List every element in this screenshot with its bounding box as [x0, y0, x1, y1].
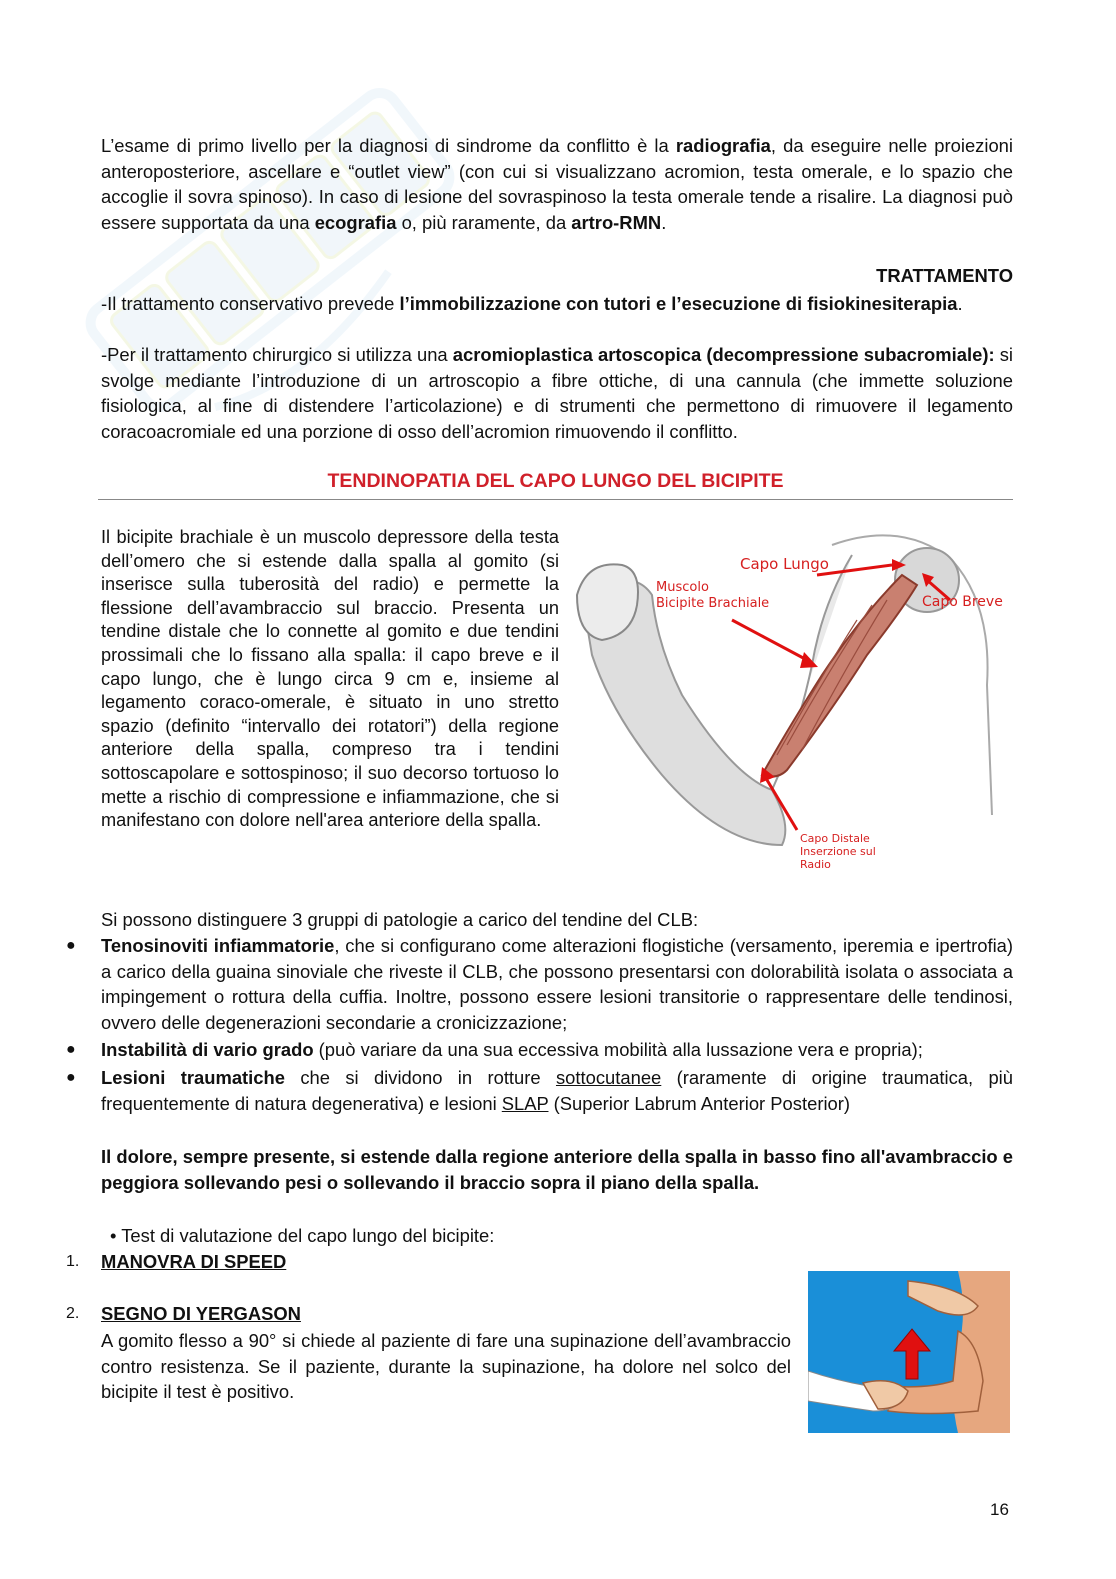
label-muscolo: Muscolo	[656, 580, 709, 595]
chirurgico-text: -Per il trattamento chirurgico si utilizza una	[101, 344, 453, 365]
label-bicipite-brachiale: Bicipite Brachiale	[656, 596, 770, 611]
list-item	[62, 1065, 1013, 1116]
patology-list	[62, 933, 1013, 1118]
page-number: 16	[990, 1500, 1009, 1519]
intro-text: o, più raramente, da	[396, 211, 572, 233]
pain-paragraph: Il dolore, sempre presente, si estende dalla regione anteriore della spalla in basso fino all'avambraccio e peggiora sollevando pesi o sollevando il braccio sopra il piano della spalla.	[101, 1146, 1013, 1193]
item-bold: Tenosinoviti infiammatorie	[101, 935, 335, 956]
bullet-icon: ●	[66, 1068, 76, 1086]
trattamento-heading: TRATTAMENTO	[876, 265, 1013, 286]
intro-text: .	[661, 211, 667, 233]
intro-bold-artro-rmn: artro-RMN	[571, 211, 662, 233]
yergason-test-figure	[808, 1271, 1010, 1433]
item-text: che si dividono in rotture	[284, 1066, 556, 1088]
conservativo-bold: l’immobilizzazione con tutori e l’esecuzione di fisiokinesiterapia	[399, 293, 958, 314]
chirurgico-bold: acromioplastica artoscopica (decompressione subacromiale):	[452, 344, 995, 365]
item-text: , che si configurano come alterazioni flogistiche (versamento, iperemia e ipertrofia) a carico della guaina sinoviale che riveste il CLB, che possono presentarsi con dolorabilità isolata o associata a impingement o rottura della cuffia. Inoltre, possono essere lesioni transitorie o rappresentare delle tendinosi, ovvero delle degenerazioni secondarie a cronicizzazione;	[101, 935, 1014, 1033]
label-radio: Radio	[800, 858, 831, 871]
biceps-anatomy-figure	[572, 525, 1012, 875]
item-bold: Instabilità di vario grado	[101, 1039, 314, 1061]
conservativo-text: .	[957, 293, 963, 314]
list-item	[62, 933, 1013, 1035]
item-underlined: SLAP	[501, 1092, 549, 1114]
intro-bold-radiografia: radiografia	[675, 135, 771, 156]
list-item	[62, 1037, 1013, 1063]
yergason-description: A gomito flesso a 90° si chiede al paziente di fare una supinazione dell’avambraccio contro resistenza. Se il paziente, durante la supinazione, ha dolore nel solco del bicipite il test è positivo.	[101, 1330, 791, 1403]
item-text: (può variare da una sua eccessiva mobilità alla lussazione vera e propria);	[313, 1039, 923, 1061]
bullet-icon: ●	[66, 1041, 76, 1059]
item-bold: Lesioni traumatiche	[101, 1066, 285, 1088]
section-title: TENDINOPATIA DEL CAPO LUNGO DEL BICIPITE	[98, 470, 1013, 500]
label-inserzione: Inserzione sul	[800, 845, 876, 858]
test-title-speed: MANOVRA DI SPEED	[101, 1251, 287, 1272]
intro-text: L’esame di primo livello per la diagnosi di sindrome da conflitto è la	[101, 135, 676, 156]
label-capo-distale: Capo Distale	[800, 832, 870, 845]
bullet-icon: ●	[66, 937, 76, 954]
test-number-2: 2.	[66, 1305, 80, 1322]
chirurgico-text: si svolge mediante l’introduzione di un artroscopio a fibre ottiche, di una cannula (che immette soluzione fisiologica, al fine di distendere l’articolazione) e di strumenti che permettono di rimuovere il legamento coracoacromiale ed una porzione di osso dell’acromion rimuovendo il conflitto.	[101, 344, 1013, 442]
bicipite-paragraph: Il bicipite brachiale è un muscolo depressore della testa dell’omero che si estende dalla spalla al gomito (si inserisce sulla tuberosità del radio) e permette la flessione dell’avambraccio sul braccio. Presenta un tendine distale che lo connette al gomito e due tendini prossimali che lo fissano alla spalla: il capo breve e il capo lungo, che è lungo circa 9 cm e, insieme al legamento coraco-omerale, è situato in uno stretto spazio (definito “intervallo dei rotatori”) della regione anteriore della spalla, compreso tra i tendini sottoscapolare e sottospinoso; il suo decorso tortuoso lo mette a rischio di compressione e infiammazione, che si manifestano con dolore nell'area anteriore della spalla.	[101, 527, 559, 831]
groups-intro: Si possono distinguere 3 gruppi di patologie a carico del tendine del CLB:	[101, 909, 699, 930]
conservativo-text: -Il trattamento conservativo prevede	[101, 293, 400, 314]
test-title-yergason: SEGNO DI YERGASON	[101, 1303, 301, 1324]
test-number-1: 1.	[66, 1253, 80, 1270]
trattamento-conservativo	[101, 291, 1013, 317]
item-underlined: sottocutanee	[555, 1066, 662, 1088]
intro-bold-ecografia: ecografia	[314, 211, 397, 233]
intro-paragraph	[101, 133, 1013, 235]
item-text: (raramente di origine traumatica, più frequentemente di natura degenerativa) e lesioni	[101, 1066, 1013, 1114]
intro-text: , da eseguire nelle proiezioni anteroposteriore, ascellare e “outlet view” (con cui si visualizzano acromion, testa omerale, e lo spazio che accoglie il sovra spinoso). In caso di lesione del sovraspinoso la testa omerale tende a risalire. La diagnosi può essere supportata da una	[101, 135, 1013, 233]
label-capo-breve: Capo Breve	[922, 594, 1003, 610]
label-capo-lungo: Capo Lungo	[740, 555, 829, 573]
trattamento-chirurgico	[101, 342, 1013, 444]
item-text: (Superior Labrum Anterior Posterior)	[548, 1092, 851, 1114]
tests-intro: • Test di valutazione del capo lungo del bicipite:	[110, 1225, 495, 1246]
